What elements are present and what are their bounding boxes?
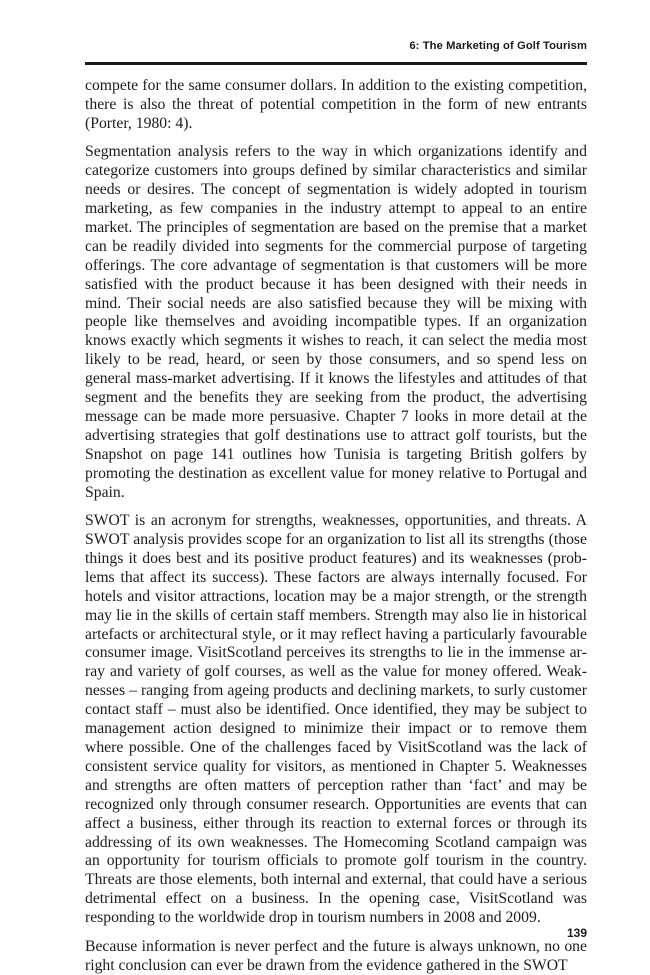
running-head: 6: The Marketing of Golf Tourism <box>409 40 587 52</box>
body-text <box>85 77 587 975</box>
paragraph-continuation: compete for the same consumer dollars. In addition to the existing competition, there is also the threat of potential competition in the form of new entrants (Porter, 1980: 4). <box>85 77 587 132</box>
paragraph-swot: SWOT is an acronym for strengths, weaknesses, opportunities, and threats. A SWOT analysis provides scope for an organization to list all its strengths (those things it does best and its positive product features) and its weaknesses (problems that affect its success). These factors are always internally focused. For hotels and visitor attractions, location may be a major strength, or the strength may lie in the skills of certain staff members. Strength may also lie in historical artefacts or architectural style, or it may reflect having a particularly favourable consumer image. VisitScotland perceives its strengths to lie in the immense array and variety of golf courses, as well as the value for money offered. Weaknesses – ranging from ageing products and declining markets, to surly customer contact staff – must also be identified. Once identified, they may be subject to management action designed to minimize their impact or to remove them where possible. One of the challenges faced by VisitScotland was the lack of consistent service quality for visitors, as mentioned in Chapter 5. Weaknesses and strengths are often matters of perception rather than ‘fact’ and may be recognized only through consumer research. Opportunities are events that can affect a business, either through its reaction to external forces or through its addressing of its own weaknesses. The Homecoming Scotland campaign was an opportunity for tourism officials to promote golf tourism in the country. Threats are those elements, both internal and external, that could have a serious detrimental effect on a business. In the opening case, VisitScotland was responding to the worldwide drop in tourism numbers in 2008 and 2009. <box>85 512 587 927</box>
paragraph-segmentation: Segmentation analysis refers to the way in which organizations identify and categorize customers into groups defined by similar characteristics and similar needs or desires. The concept of segmentation is widely adopted in tourism marketing, as few companies in the industry attempt to appeal to an entire market. The principles of segmentation are based on the premise that a market can be readily divided into segments for the commercial purpose of targeting offerings. The core advantage of segmentation is that customers will be more satisfied with the product because it has been designed with their needs in mind. Their social needs are also satisfied because they will be mixing with people like themselves and avoiding incompatible types. If an organization knows exactly which segments it wishes to reach, it can select the media most likely to be read, heard, or seen by those consumers, and so spend less on general mass-market advertising. If it knows the lifestyles and attitudes of that segment and the benefits they are seeking from the product, the advertising message can be made more persuasive. Chapter 7 looks in more detail at the advertising strategies that golf destinations use to attract golf tourists, but the Snapshot on page 141 outlines how Tunisia is targeting British golfers by promoting the destination as excellent value for money relative to Portugal and Spain. <box>85 143 587 501</box>
header-rule <box>85 62 587 65</box>
paragraph-conclusion: Because information is never perfect and the future is always unknown, no one right conclusion can ever be drawn from the evidence gathered in the SWOT <box>85 937 587 974</box>
page-number: 139 <box>566 926 587 940</box>
